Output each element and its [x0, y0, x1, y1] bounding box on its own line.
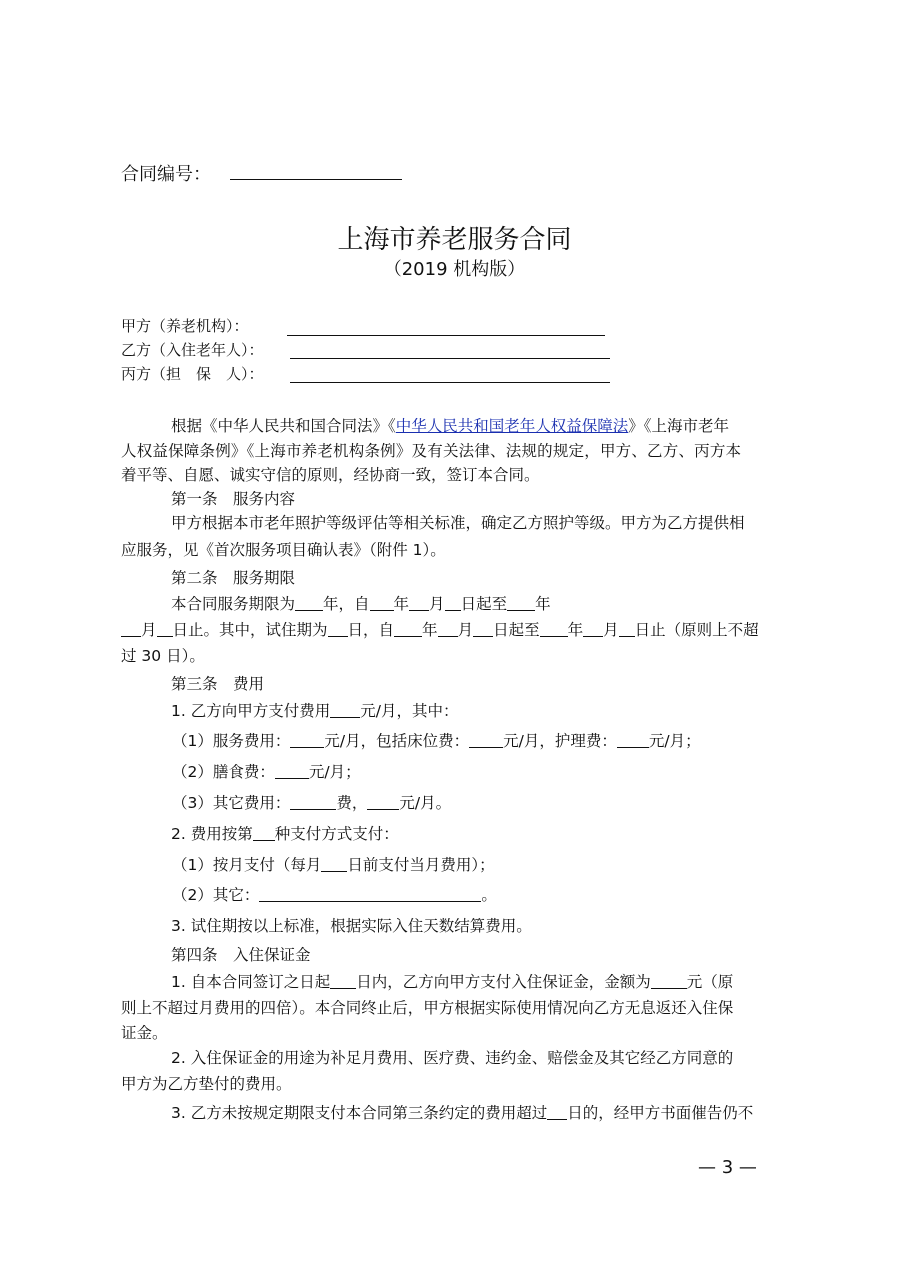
- meal-fee-blank[interactable]: [275, 763, 309, 779]
- deposit-item-2-line-1: 2. 入住保证金的用途为补足月费用、医疗费、违约金、赔偿金及其它经乙方同意的: [171, 1049, 734, 1067]
- overdue-days-blank[interactable]: [547, 1104, 567, 1120]
- fee-item-3: 3. 试住期按以上标准，根据实际入住天数结算费用。: [171, 917, 532, 935]
- party-a-field[interactable]: [287, 334, 605, 336]
- start-year-blank[interactable]: [370, 595, 394, 611]
- fee-item-1: 1. 乙方向甲方支付费用 元/月，其中：: [171, 702, 459, 720]
- fee-sub-3: （3）其它费用： 费， 元/月。: [172, 794, 452, 812]
- deposit-amount-blank[interactable]: [651, 973, 687, 989]
- service-fee-blank[interactable]: [290, 732, 324, 748]
- deposit-item-1-line-3: 证金。: [121, 1024, 168, 1042]
- intro-line-3: 着平等、自愿、诚实守信的原则，经协商一致，签订本合同。: [121, 466, 540, 484]
- article-2-line-2: 月 日止。其中，试住期为 日，自 年 月 日起至 年 月 日止（原则上不超: [121, 618, 759, 642]
- article-1-line-2: 应服务，见《首次服务项目确认表》（附件 1）。: [121, 541, 446, 559]
- party-c-label: 丙方（担 保 人）：: [121, 365, 264, 383]
- end-year-blank[interactable]: [507, 595, 535, 611]
- other-payment-blank[interactable]: [259, 886, 481, 902]
- care-fee-blank[interactable]: [617, 732, 649, 748]
- contract-number-label: 合同编号：: [121, 164, 211, 185]
- article-3-heading: 第三条 费用: [171, 675, 265, 693]
- article-2-line-3: 过 30 日）。: [121, 647, 205, 665]
- law-link[interactable]: 中华人民共和国老年人权益保障法: [395, 417, 629, 435]
- start-day-blank[interactable]: [445, 595, 461, 611]
- contract-number-field[interactable]: [230, 178, 402, 180]
- payment-method-blank[interactable]: [253, 825, 275, 841]
- party-b-label: 乙方（入住老年人）：: [121, 341, 264, 359]
- trial-end-month-blank[interactable]: [583, 621, 603, 637]
- other-fee-type-blank[interactable]: [290, 794, 336, 810]
- article-4-heading: 第四条 入住保证金: [171, 946, 311, 964]
- article-2-heading: 第二条 服务期限: [171, 569, 296, 587]
- trial-end-day-blank[interactable]: [619, 621, 635, 637]
- payment-sub-1: （1）按月支付（每月 日前支付当月费用）；: [172, 856, 495, 874]
- term-years-blank[interactable]: [295, 595, 323, 611]
- bed-fee-blank[interactable]: [469, 732, 503, 748]
- payment-sub-2: （2）其它： 。: [172, 886, 497, 904]
- monthly-fee-blank[interactable]: [330, 702, 360, 718]
- trial-start-month-blank[interactable]: [438, 621, 458, 637]
- deposit-item-1-line-1: 1. 自本合同签订之日起 日内，乙方向甲方支付入住保证金，金额为 元（原: [171, 973, 734, 991]
- trial-start-year-blank[interactable]: [394, 621, 422, 637]
- trial-end-year-blank[interactable]: [540, 621, 568, 637]
- party-a-label: 甲方（养老机构）：: [121, 317, 249, 335]
- party-c-field[interactable]: [290, 381, 610, 383]
- deposit-item-2-line-2: 甲方为乙方垫付的费用。: [121, 1075, 292, 1093]
- fee-item-2: 2. 费用按第 种支付方式支付：: [171, 825, 399, 843]
- deposit-item-1-line-2: 则上不超过月费用的四倍）。本合同终止后，甲方根据实际使用情况向乙方无息返还入住保: [121, 999, 734, 1017]
- start-month-blank[interactable]: [409, 595, 429, 611]
- fee-sub-1: （1）服务费用： 元/月，包括床位费： 元/月，护理费： 元/月；: [172, 732, 701, 750]
- trial-start-day-blank[interactable]: [473, 621, 493, 637]
- intro-line-2: 人权益保障条例》《上海市养老机构条例》及有关法律、法规的规定，甲方、乙方、丙方本: [121, 442, 742, 460]
- article-1-line-1: 甲方根据本市老年照护等级评估等相关标准，确定乙方照护等级。甲方为乙方提供相: [171, 514, 745, 532]
- deposit-days-blank[interactable]: [330, 973, 356, 989]
- end-month-blank[interactable]: [121, 621, 141, 637]
- payment-day-blank[interactable]: [321, 856, 347, 872]
- intro-line-1: 根据《中华人民共和国合同法》《中华人民共和国老年人权益保障法》《上海市老年: [171, 417, 730, 435]
- party-b-field[interactable]: [290, 357, 610, 359]
- end-day-blank[interactable]: [157, 621, 173, 637]
- other-fee-amount-blank[interactable]: [367, 794, 399, 810]
- article-2-line-1: 本合同服务期限为 年，自 年 月 日起至 年: [171, 595, 551, 613]
- page-number: — 3 —: [698, 1157, 757, 1178]
- document-subtitle: （2019 机构版）: [383, 259, 526, 280]
- trial-days-blank[interactable]: [328, 621, 348, 637]
- fee-sub-2: （2）膳食费： 元/月；: [172, 763, 361, 781]
- article-1-heading: 第一条 服务内容: [171, 490, 296, 508]
- deposit-item-3-line-1: 3. 乙方未按规定期限支付本合同第三条约定的费用超过 日的，经甲方书面催告仍不: [171, 1104, 754, 1122]
- document-title: 上海市养老服务合同: [337, 225, 572, 255]
